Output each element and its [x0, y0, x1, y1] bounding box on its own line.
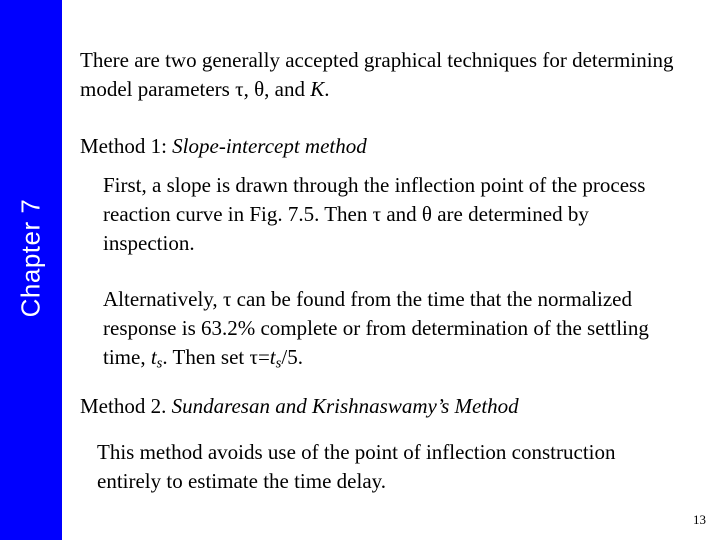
text-run: can be found from the time that the normalized response is 63.2% complete or from determination of the settling time, [103, 287, 649, 369]
theta-symbol: θ [254, 77, 265, 101]
text-run: . Then set [162, 345, 250, 369]
intro-text: There are two generally accepted graphical techniques for determining model parameters [80, 48, 674, 101]
text-run: First, a slope is drawn through the inflection point of the process reaction curve in Fig. 7.5. Then [103, 173, 646, 226]
separator: , and [264, 77, 311, 101]
method1-name: Slope-intercept method [172, 134, 367, 158]
method1-label: Method 1 [80, 134, 162, 158]
text-run: Alternatively, [103, 287, 223, 311]
theta-symbol: θ [421, 202, 432, 226]
equals: = [257, 345, 270, 369]
method2-paragraph: This method avoids use of the point of inflection construction entirely to estimate the time delay. [97, 440, 616, 493]
tau-symbol: τ [222, 287, 232, 311]
chapter-label: Chapter 7 [15, 198, 46, 318]
tau-symbol: τ [372, 202, 382, 226]
method2-label: Method 2. [80, 394, 167, 418]
method1-paragraph-2 [103, 285, 663, 379]
separator: , [243, 77, 255, 101]
chapter-sidebar [0, 0, 62, 540]
method1-paragraph-1 [103, 171, 683, 258]
ts-t: t [150, 345, 157, 369]
page-number: 13 [693, 512, 706, 527]
ts-subscript: s [156, 355, 163, 372]
k-symbol: K [310, 77, 325, 101]
method2-name: Sundaresan and Krishnaswamy’s Method [166, 394, 519, 418]
ts-symbol [150, 345, 163, 372]
text-run: /5. [281, 345, 303, 369]
text-run: and [381, 202, 422, 226]
ts-symbol [269, 345, 282, 372]
tau-symbol: τ [235, 77, 244, 101]
ts-t: t [269, 345, 276, 369]
text-run: are determined by inspection. [103, 202, 589, 255]
period: . [324, 77, 330, 101]
colon: : [161, 134, 173, 158]
method2-heading [80, 392, 519, 421]
tau-symbol: τ [249, 345, 258, 369]
intro-paragraph [80, 46, 700, 104]
ts-subscript: s [275, 355, 282, 372]
method1-heading [80, 132, 367, 161]
